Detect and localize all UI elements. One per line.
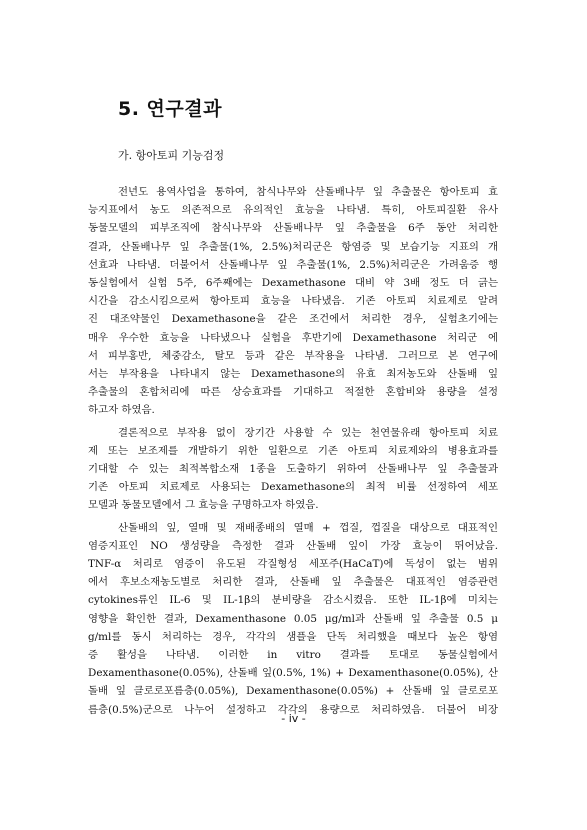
text-line: 시간을 감소시킴으로써 항아토피 효능을 나타냈음. 기존 아토피 치료제로 알려 [88,295,498,308]
paragraph [88,183,498,420]
text-line: g/ml를 동시 처리하는 경우, 각각의 샘플을 단독 처리했을 때보다 높은 항염 [88,630,498,643]
text-line: 서는 부작용을 나타내지 않는 Dexamethasone의 유효 최저농도와 산돌배 잎 [88,368,498,381]
paragraph [88,424,498,515]
text-line: 염증지표인 NO 생성량을 측정한 결과 산돌배 잎이 가장 효능이 뛰어났음. [88,539,498,552]
text-line: 모델과 동물모델에서 그 효능을 구명하고자 하였음. [88,499,319,512]
text-line: 능지표에서 농도 의존적으로 유의적인 효능을 나타냄. 특히, 아토피질환 유사 [88,204,498,217]
text-line: 돌배 잎 클로로포름층(0.05%), Dexamenthasone(0.05%) + 산돌배 잎 클로로포 [88,685,498,698]
text-line: 전년도 용역사업을 통하여, 참식나무와 산돌배나무 잎 추출물은 항아토피 효 [118,186,498,198]
text-line: 하고자 하였음. [88,404,155,417]
subsection-heading: 가. 항아토피 기능검정 [118,149,225,162]
text-line: 름층(0.5%)군으로 나누어 설정하고 각각의 용량으로 처리하였음. 더불어 비장 [88,703,498,716]
text-line: Dexamenthasone(0.05%), 산돌배 잎(0.5%, 1%) + Dexamenthasone(0.05%), 산 [88,667,498,680]
section-heading: 5. 연구결과 [118,98,222,120]
text-line: 결과, 산돌배나무 잎 추출물(1%, 2.5%)처리군은 항염증 및 보습기능 지표의 개 [88,240,498,253]
text-line: 동실험에서 실험 5주, 6주째에는 Dexamethasone 대비 약 3배 정도 더 긁는 [88,277,498,290]
text-line: 진 대조약물인 Dexamethasone을 같은 조건에서 처리한 경우, 실험초기에는 [88,313,498,326]
paragraph [88,519,498,719]
text-line: 산돌배의 잎, 열매 및 재배종배의 열매 + 껍질, 껍질을 대상으로 대표적인 [118,521,498,534]
text-line: 제 또는 보조제를 개발하기 위한 일환으로 기존 아토피 치료제와의 병용효과를 [88,444,498,457]
text-line: 영향을 확인한 결과, Dexamenthasone 0.05 μg/ml과 산돌배 잎 추출물 0.5 μ [88,612,498,625]
text-line: 증 활성을 나타냄. 이러한 in vitro 결과를 토대로 동물실험에서 [88,649,498,662]
text-line: 에서 후보소재농도별로 처리한 결과, 산돌배 잎 추출물은 대표적인 염증관련 [88,576,498,589]
text-line: 기대할 수 있는 최적복합소재 1종을 도출하기 위하여 산돌배나무 잎 추출물과 [88,463,498,476]
text-line: 결론적으로 부작용 없이 장기간 사용할 수 있는 천연물유래 항아토피 치료 [118,426,498,439]
text-line: 기존 아토피 치료제로 사용되는 Dexamethasone의 최적 비률 선정하여 세포 [88,481,498,494]
text-line: 선효과 나타냄. 더불어서 산돌배나무 잎 추출물(1%, 2.5%)처리군은 가려움증 행 [88,258,498,271]
text-line: 추출물의 혼합처리에 따른 상승효과를 기대하고 적절한 혼합비와 용량을 설정 [88,386,498,399]
page-number: - iv - [281,712,306,725]
text-line: TNF-α 처리로 염증이 유도된 각질형성 세포주(HaCaT)에 독성이 없는 범위 [88,558,498,571]
body-text [88,183,498,723]
text-line: 서 피부홍반, 체중감소, 탈모 등과 같은 부작용을 나타냄. 그러므로 본 연구에 [88,349,498,362]
text-line: 매우 우수한 효능을 나타냈으나 실험을 후반기에 Dexamethasone 처리군 에 [88,331,498,344]
text-line: 동물모델의 피부조직에 참식나무와 산돌배나무 잎 추출물을 6주 동안 처리한 [88,222,498,235]
text-line: cytokines류인 IL-6 및 IL-1β의 분비량을 감소시켰음. 또한 IL-1β에 미치는 [88,594,498,607]
